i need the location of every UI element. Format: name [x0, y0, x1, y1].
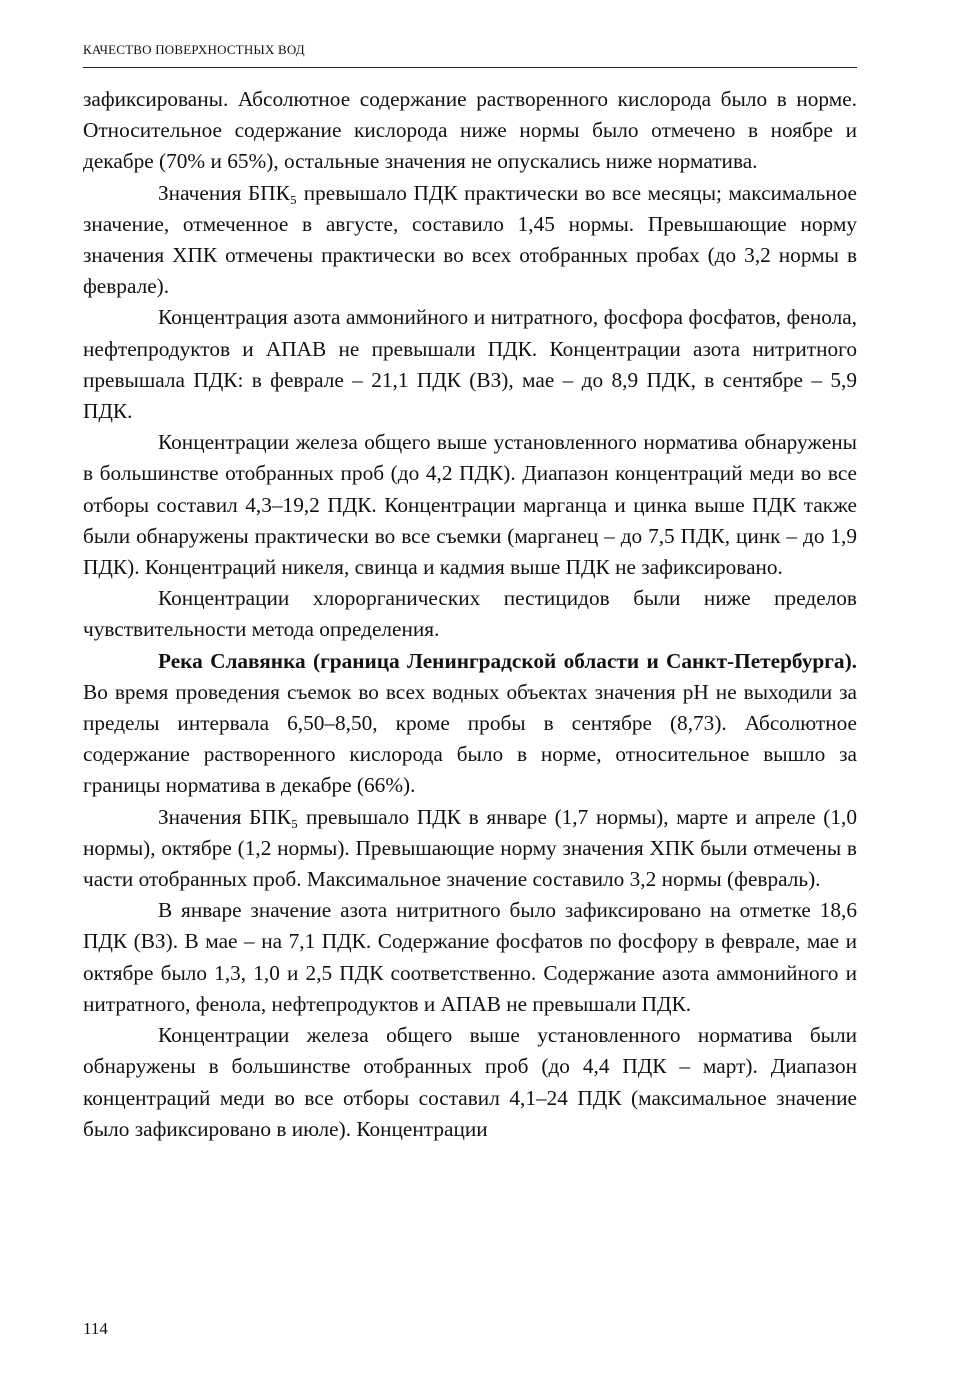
running-header: КАЧЕСТВО ПОВЕРХНОСТНЫХ ВОД: [83, 42, 305, 57]
paragraph-slavyanka-metals: Концентрации железа общего выше установленного норматива были обнаружены в большинстве отобранных проб (до 4,4 ПДК – март). Диапазон концентраций меди во все отборы составил 4,1–24 ПДК (максимальное значение было зафиксировано в июле). Концентрации: [83, 1023, 857, 1141]
page-body-text: [83, 84, 857, 1145]
paragraph-slavyanka-intro: [83, 646, 857, 802]
paragraph-oxygen-continued: зафиксированы. Абсолютное содержание растворенного кислорода было в норме. Относительное содержание кислорода ниже нормы было отмечено в ноябре и декабре (70% и 65%), остальные значения не опускались ниже норматива.: [83, 87, 857, 174]
paragraph-bpk-khpk: Значения БПК₅ превышало ПДК практически во все месяцы; максимальное значение, отмеченное в августе, составило 1,45 нормы. Превышающие норму значения ХПК отмечены практически во всех отобранных пробах (до 3,2 нормы в феврале).: [83, 180, 857, 299]
paragraph-slavyanka-bpk: Значения БПК₅ превышало ПДК в январе (1,7 нормы), марте и апреле (1,0 нормы), октябре (1,2 нормы). Превышающие норму значения ХПК были отмечены в части отобранных проб. Максимальное значение составило 3,2 нормы (февраль).: [83, 804, 857, 892]
section-heading-slavyanka: Река Славянка (граница Ленинградской области и Санкт-Петербурга).: [158, 648, 857, 673]
paragraph-pesticides: Концентрации хлорорганических пестицидов были ниже пределов чувствительности метода определения.: [83, 586, 857, 642]
paragraph-slavyanka-nitrite: В январе значение азота нитритного было зафиксировано на отметке 18,6 ПДК (ВЗ). В мае – на 7,1 ПДК. Содержание фосфатов по фосфору в феврале, мае и октябре было 1,3, 1,0 и 2,5 ПДК соответственно. Содержание азота аммонийного и нитратного, фенола, нефтепродуктов и АПАВ не превышали ПДК.: [83, 898, 857, 1016]
paragraph-nitrogen: Концентрация азота аммонийного и нитратного, фосфора фосфатов, фенола, нефтепродуктов и АПАВ не превышали ПДК. Концентрации азота нитритного превышала ПДК: в феврале – 21,1 ПДК (ВЗ), мае – до 8,9 ПДК, в сентябре – 5,9 ПДК.: [83, 305, 857, 424]
page-number: 114: [83, 1319, 108, 1338]
paragraph-metals: Концентрации железа общего выше установленного норматива обнаружены в большинстве отобранных проб (до 4,2 ПДК). Диапазон концентраций меди во все отборы составил 4,3–19,2 ПДК. Концентрации марганца и цинка выше ПДК также были обнаружены практически во все съемки (марганец – до 7,5 ПДК, цинк – до 1,9 ПДК). Концентраций никеля, свинца и кадмия выше ПДК не зафиксировано.: [83, 430, 857, 580]
header-divider: [83, 67, 857, 68]
paragraph-slavyanka-text: Во время проведения съемок во всех водных объектах значения pH не выходили за пределы интервала 6,50–8,50, кроме пробы в сентябре (8,73). Абсолютное содержание растворенного кислорода было в норме, относительное вышло за границы норматива в декабре (66%).: [83, 679, 857, 798]
